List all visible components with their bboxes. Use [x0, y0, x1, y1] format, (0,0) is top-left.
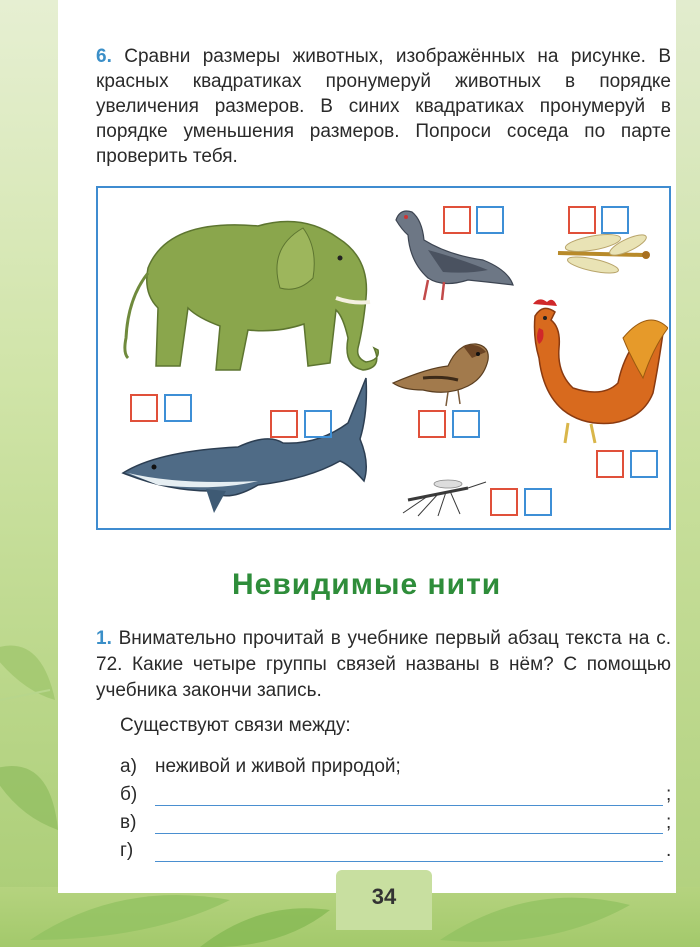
- answer-label: в): [120, 812, 137, 833]
- red-number-box[interactable]: [596, 450, 624, 478]
- dragonfly-icon: [548, 233, 658, 293]
- red-number-box[interactable]: [443, 206, 471, 234]
- answer-label: а): [120, 756, 137, 777]
- exercise-number: 6.: [96, 46, 112, 67]
- blue-number-box[interactable]: [524, 488, 552, 516]
- blue-number-box[interactable]: [601, 206, 629, 234]
- exercise-instructions: Сравни размеры животных, изображённых на рисунке. В красных квадратиках пронумеруй животных в порядке увеличения размеров. В синих квадратиках пронумеруй в порядке уменьшения размеров. Попроси соседа по парте проверить тебя.: [96, 46, 671, 167]
- red-number-box[interactable]: [568, 206, 596, 234]
- red-number-box[interactable]: [130, 394, 158, 422]
- answer-line[interactable]: [155, 805, 663, 806]
- answer-label: г): [120, 840, 134, 861]
- blue-number-box[interactable]: [304, 410, 332, 438]
- answer-line[interactable]: [155, 833, 663, 834]
- blue-number-box[interactable]: [630, 450, 658, 478]
- answer-line[interactable]: [155, 861, 663, 862]
- line-end-punct: ;: [666, 812, 672, 833]
- page-number: 34: [371, 884, 397, 909]
- line-end-punct: ;: [666, 784, 672, 805]
- sparrow-icon: [388, 328, 498, 408]
- exercise-1-text: [96, 626, 671, 704]
- exercise-number: 1.: [96, 628, 112, 649]
- red-number-box[interactable]: [490, 488, 518, 516]
- red-number-box[interactable]: [418, 410, 446, 438]
- mosquito-icon: [398, 478, 488, 518]
- exercise-intro: Существуют связи между:: [120, 715, 351, 736]
- rooster-icon: [513, 298, 668, 448]
- blue-number-box[interactable]: [476, 206, 504, 234]
- blue-number-box[interactable]: [452, 410, 480, 438]
- blue-number-box[interactable]: [164, 394, 192, 422]
- answer-label: б): [120, 784, 138, 805]
- answer-text: неживой и живой природой;: [155, 756, 401, 777]
- red-number-box[interactable]: [270, 410, 298, 438]
- animals-picture: [96, 186, 671, 530]
- exercise-6-text: [96, 44, 671, 169]
- leaf-decoration-icon: [0, 590, 60, 890]
- exercise-instructions: Внимательно прочитай в учебнике первый абзац текста на с. 72. Какие четыре группы связей названы в нём? С помощью учебника закончи запись.: [96, 628, 671, 701]
- elephant-icon: [108, 198, 383, 388]
- section-title: Невидимые нити: [232, 568, 502, 601]
- line-end-punct: .: [666, 840, 672, 861]
